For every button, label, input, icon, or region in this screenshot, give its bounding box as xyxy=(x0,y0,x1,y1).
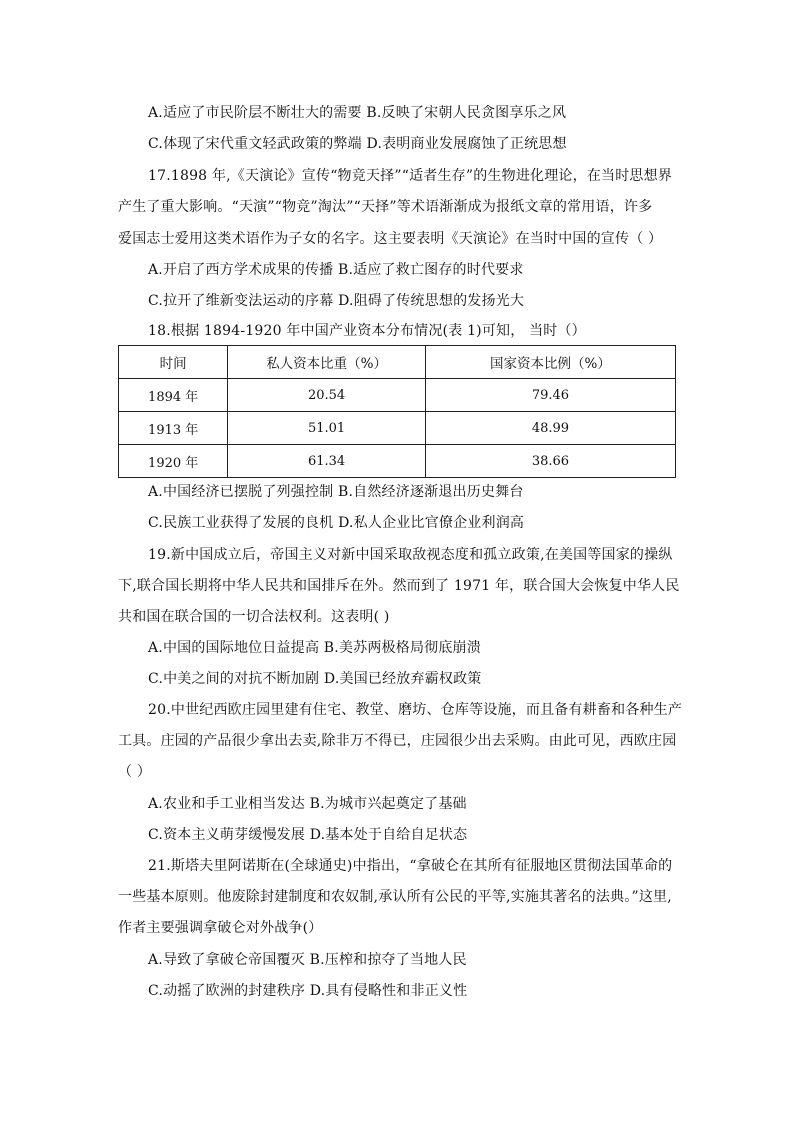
q16-options-cd: C.体现了宋代重文轻武政策的弊端 D.表明商业发展腐蚀了正统思想 xyxy=(148,136,567,152)
table-cell: 1920 年 xyxy=(119,445,228,478)
table-row xyxy=(119,445,676,478)
q18-options-cd: C.民族工业获得了发展的良机 D.私人企业比官僚企业利润高 xyxy=(148,515,525,531)
q21-options-ab: A.导致了拿破仑帝国覆灭 B.压榨和掠夺了当地人民 xyxy=(148,952,467,968)
q19-options-ab: A.中国的国际地位日益提高 B.美苏两极格局彻底崩溃 xyxy=(148,640,481,656)
q17-stem-line3: 爱国志士爱用这类术语作为子女的名字。这主要表明《天演论》在当时中国的宣传（ ） xyxy=(118,231,663,247)
table-row xyxy=(119,379,676,412)
q17-options-cd: C.拉开了维新变法运动的序幕 D.阻碍了传统思想的发扬光大 xyxy=(148,293,525,309)
q20-stem-line2: 工具。庄园的产品很少拿出去卖,除非万不得已，庄园很少出去采购。由此可见，西欧庄园 xyxy=(118,733,677,749)
q18-options-ab: A.中国经济已摆脱了列强控制 B.自然经济逐渐退出历史舞台 xyxy=(148,484,524,500)
q17-stem-line1: 17.1898 年,《天演论》宣传“物竞天择”“适者生存”的生物进化理论，在当时思想界 xyxy=(148,168,673,184)
table-cell: 79.46 xyxy=(425,379,675,412)
q17-options-ab: A.开启了西方学术成果的传播 B.适应了救亡图存的时代要求 xyxy=(148,262,524,278)
capital-distribution-table xyxy=(118,345,676,478)
q21-stem-line3: 作者主要强调拿破仑对外战争(） xyxy=(118,920,323,936)
table-cell: 61.34 xyxy=(228,445,426,478)
table-header-row xyxy=(119,346,676,379)
table-cell: 38.66 xyxy=(425,445,675,478)
table-cell: 20.54 xyxy=(228,379,426,412)
table-cell: 48.99 xyxy=(425,412,675,445)
q19-stem-line1: 19.新中国成立后，帝国主义对新中国采取敌视态度和孤立政策,在美国等国家的操纵 xyxy=(148,547,673,563)
q20-options-cd: C.资本主义萌芽缓慢发展 D.基本处于自给自足状态 xyxy=(148,827,468,843)
table-cell: 51.01 xyxy=(228,412,426,445)
q20-options-ab: A.农业和手工业相当发达 B.为城市兴起奠定了基础 xyxy=(148,796,467,812)
q19-stem-line2: 下,联合国长期将中华人民共和国排斥在外。然而到了 1971 年，联合国大会恢复中华人民 xyxy=(118,578,680,594)
q17-stem-line2: 产生了重大影响。“天演”“物竞”淘汰”“天择”等术语渐渐成为报纸文章的常用语，许多 xyxy=(118,199,653,215)
table-cell: 1894 年 xyxy=(119,379,228,412)
q20-stem-line1: 20.中世纪西欧庄园里建有住宅、教堂、磨坊、仓库等设施，而且备有耕畜和各种生产 xyxy=(148,702,683,718)
q19-options-cd: C.中美之间的对抗不断加剧 D.美国已经放弃霸权政策 xyxy=(148,671,482,687)
q21-stem-line1: 21.斯塔夫里阿诺斯在(全球通史)中指出，“拿破仑在其所有征服地区贯彻法国革命的 xyxy=(148,858,673,874)
q20-stem-line3: （ ） xyxy=(118,764,152,780)
table-header-cell: 国家资本比例（%） xyxy=(425,346,675,379)
table-header-cell: 私人资本比重（%） xyxy=(228,346,426,379)
q21-stem-line2: 一些基本原则。他废除封建制度和农奴制,承认所有公民的平等,实施其著名的法典。”这里, xyxy=(118,889,672,905)
table-row xyxy=(119,412,676,445)
table-header-cell: 时间 xyxy=(119,346,228,379)
q21-options-cd: C.动摇了欧洲的封建秩序 D.具有侵略性和非正义性 xyxy=(148,983,468,999)
q16-options-ab: A.适应了市民阶层不断壮大的需要 B.反映了宋朝人民贪图享乐之风 xyxy=(148,105,567,121)
q18-stem: 18.根据 1894-1920 年中国产业资本分布情况(表 1)可知， 当时（） xyxy=(148,323,586,339)
table-cell: 1913 年 xyxy=(119,412,228,445)
q19-stem-line3: 共和国在联合国的一切合法权利。这表明( ) xyxy=(118,609,390,625)
